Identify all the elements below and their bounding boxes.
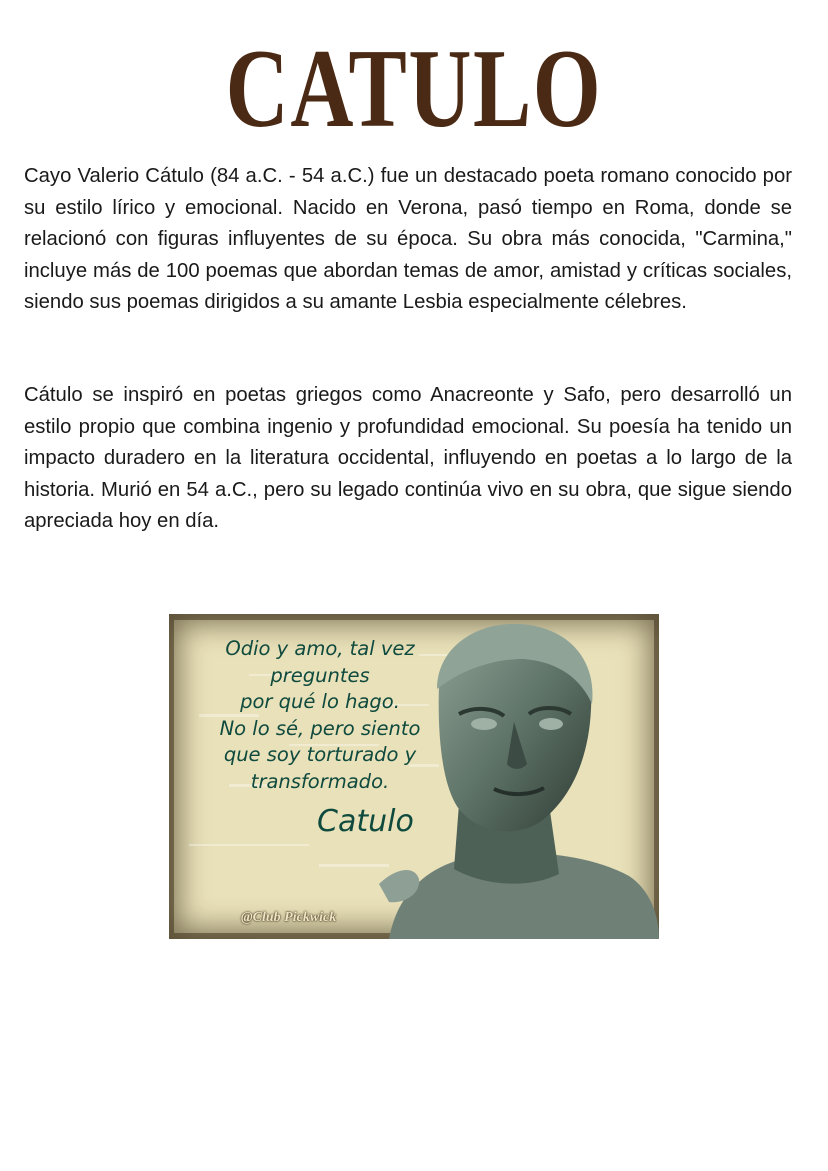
quote-line: que soy torturado y [223, 743, 417, 766]
page-title: CATULO [225, 27, 603, 151]
quote-author: Catulo [317, 804, 414, 839]
quote-line: No lo sé, pero siento [219, 716, 421, 740]
quote-line: preguntes [270, 663, 370, 687]
quote-line: transformado. [250, 769, 390, 793]
quote-image [169, 614, 659, 939]
quote-line: Odio y amo, tal vez [225, 637, 415, 660]
biography-paragraph-2: Cátulo se inspiró en poetas griegos como Anacreonte y Safo, pero desarrolló un estilo propio que combina ingenio y profundidad emocional. Su poesía ha tenido un impacto duradero en la literatura occidental, influyendo en poetas a lo largo de la historia. Murió en 54 a.C., pero su legado continúa vivo en su obra, que sigue siendo apreciada hoy en día. [24, 384, 792, 533]
biography-paragraph-1: Cayo Valerio Cátulo (84 a.C. - 54 a.C.) fue un destacado poeta romano conocido por su estilo lírico y emocional. Nacido en Verona, pasó tiempo en Roma, donde se relacionó con figuras influyentes de su época. Su obra más conocida, "Carmina," incluye más de 100 poemas que abordan temas de amor, amistad y críticas sociales, siendo sus poemas dirigidos a su amante Lesbia especialmente célebres. [24, 165, 792, 314]
quote-line: por qué lo hago. [240, 690, 400, 713]
quote-text [189, 636, 451, 795]
watermark: @Club Pickwick [241, 910, 337, 925]
